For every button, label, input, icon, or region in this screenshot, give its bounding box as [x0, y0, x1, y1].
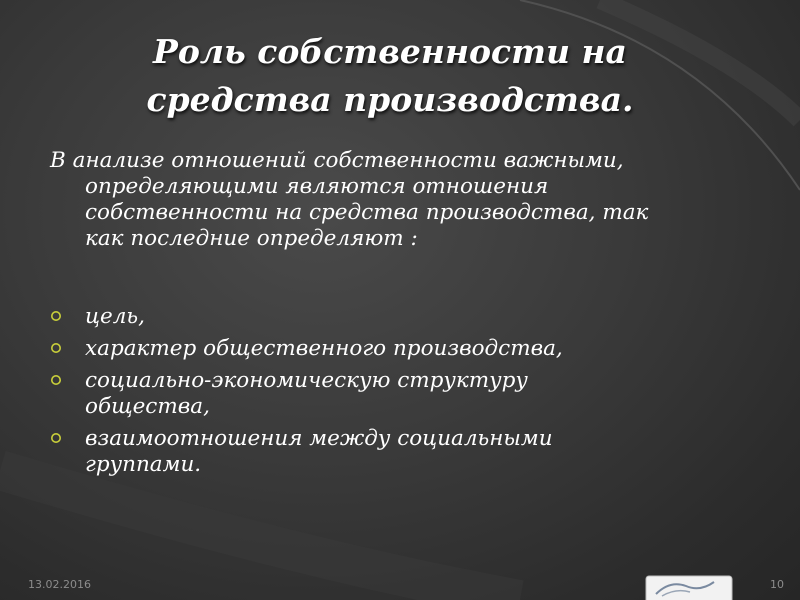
bullet-text: взаимоотношения между социальными группами.	[85, 426, 553, 477]
list-item	[50, 336, 650, 362]
bullet-list	[50, 304, 650, 484]
bullet-text: социально-экономическую структуру общества,	[85, 368, 528, 419]
slide-title	[70, 28, 710, 124]
bullet-text: характер общественного производства,	[85, 336, 563, 361]
list-item	[50, 426, 650, 478]
presentation-logo-icon	[640, 572, 740, 600]
list-item	[50, 368, 650, 420]
intro-paragraph: В анализе отношений собственности важными, определяющими являются отношения собственности на средства производства, так как последние определяют :	[50, 148, 649, 251]
ring-bullet-icon	[50, 310, 62, 322]
list-item	[50, 304, 650, 330]
ring-bullet-icon	[50, 374, 62, 386]
ring-bullet-icon	[50, 432, 62, 444]
slide-date: 13.02.2016	[28, 578, 91, 591]
title-line-2: средства производства.	[146, 80, 634, 119]
title-line-1: Роль собственности на	[153, 32, 627, 71]
slide-number: 10	[770, 578, 784, 591]
bullet-text: цель,	[85, 304, 145, 329]
ring-bullet-icon	[50, 342, 62, 354]
